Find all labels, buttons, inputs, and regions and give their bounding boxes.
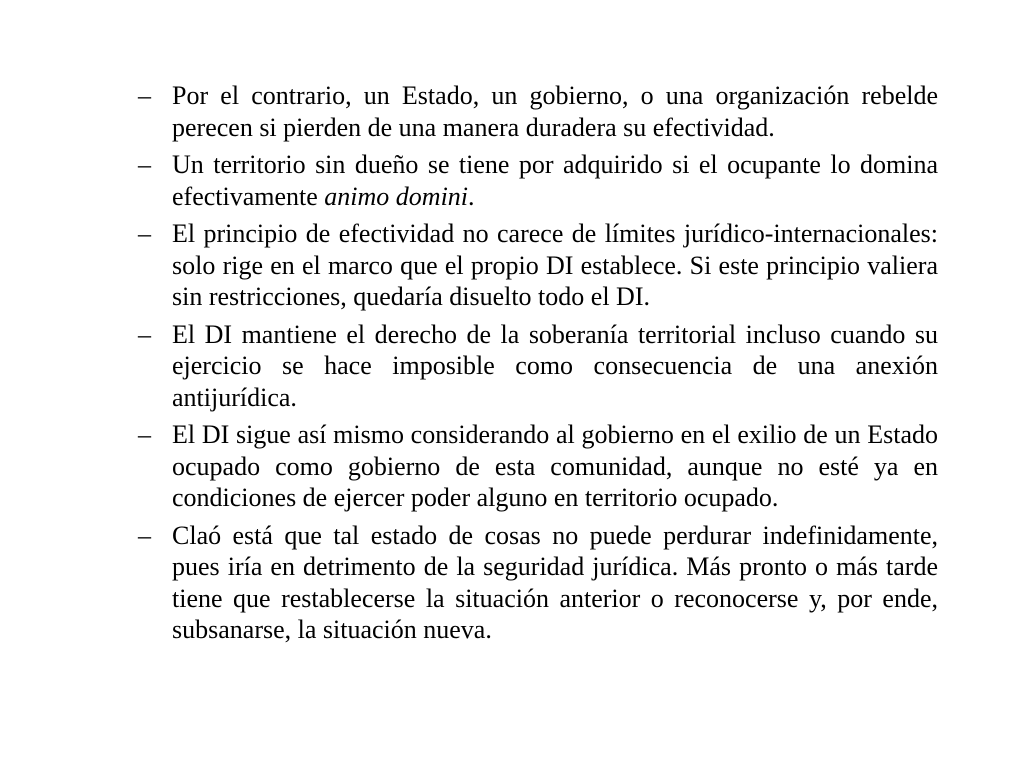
dash-marker: – (138, 420, 151, 449)
bullet-text: El DI mantiene el derecho de la soberanía territorial incluso cuando su ejercicio se hace imposible como consecuencia de una anexión antijurídica. (172, 319, 938, 412)
dash-marker: – (138, 520, 151, 550)
bullet-item-6 (138, 520, 938, 646)
bullet-text: El principio de efectividad no carece de límites jurídico-internacionales: solo rige en el marco que el propio DI establece. Si este principio valiera sin restricciones, quedaría disuelto todo el DI. (172, 219, 938, 311)
dash-marker: – (138, 319, 151, 349)
bullet-item-3 (138, 218, 938, 313)
dash-marker: – (138, 81, 151, 110)
bullet-text: Un territorio sin dueño se tiene por adquirido si el ocupante lo domina efectivamente (172, 150, 938, 211)
latin-phrase: animo domini (324, 181, 469, 211)
bullet-text-end: . (468, 181, 475, 211)
bullet-text: Claó está que tal estado de cosas no puede perdurar indefinidamente, pues iría en detrimento de la seguridad jurídica. Más pronto o más tarde tiene que restablecerse la situación anterior o reconocerse y, por ende, subsanarse, la situación nueva. (172, 520, 938, 644)
bullet-item-2 (138, 149, 938, 212)
bullet-item-1 (138, 80, 938, 143)
dash-marker: – (138, 150, 151, 179)
bullet-text: El DI sigue así mismo considerando al gobierno en el exilio de un Estado ocupado como gobierno de esta comunidad, aunque no esté ya en condiciones de ejercer poder alguno en territorio ocupado. (172, 420, 938, 512)
dash-marker: – (138, 219, 151, 248)
bullet-text: Por el contrario, un Estado, un gobierno, o una organización rebelde perecen si pierden de una manera duradera su efectividad. (172, 81, 938, 142)
bullet-item-4 (138, 319, 938, 414)
bullet-list (138, 80, 938, 652)
bullet-item-5 (138, 419, 938, 514)
